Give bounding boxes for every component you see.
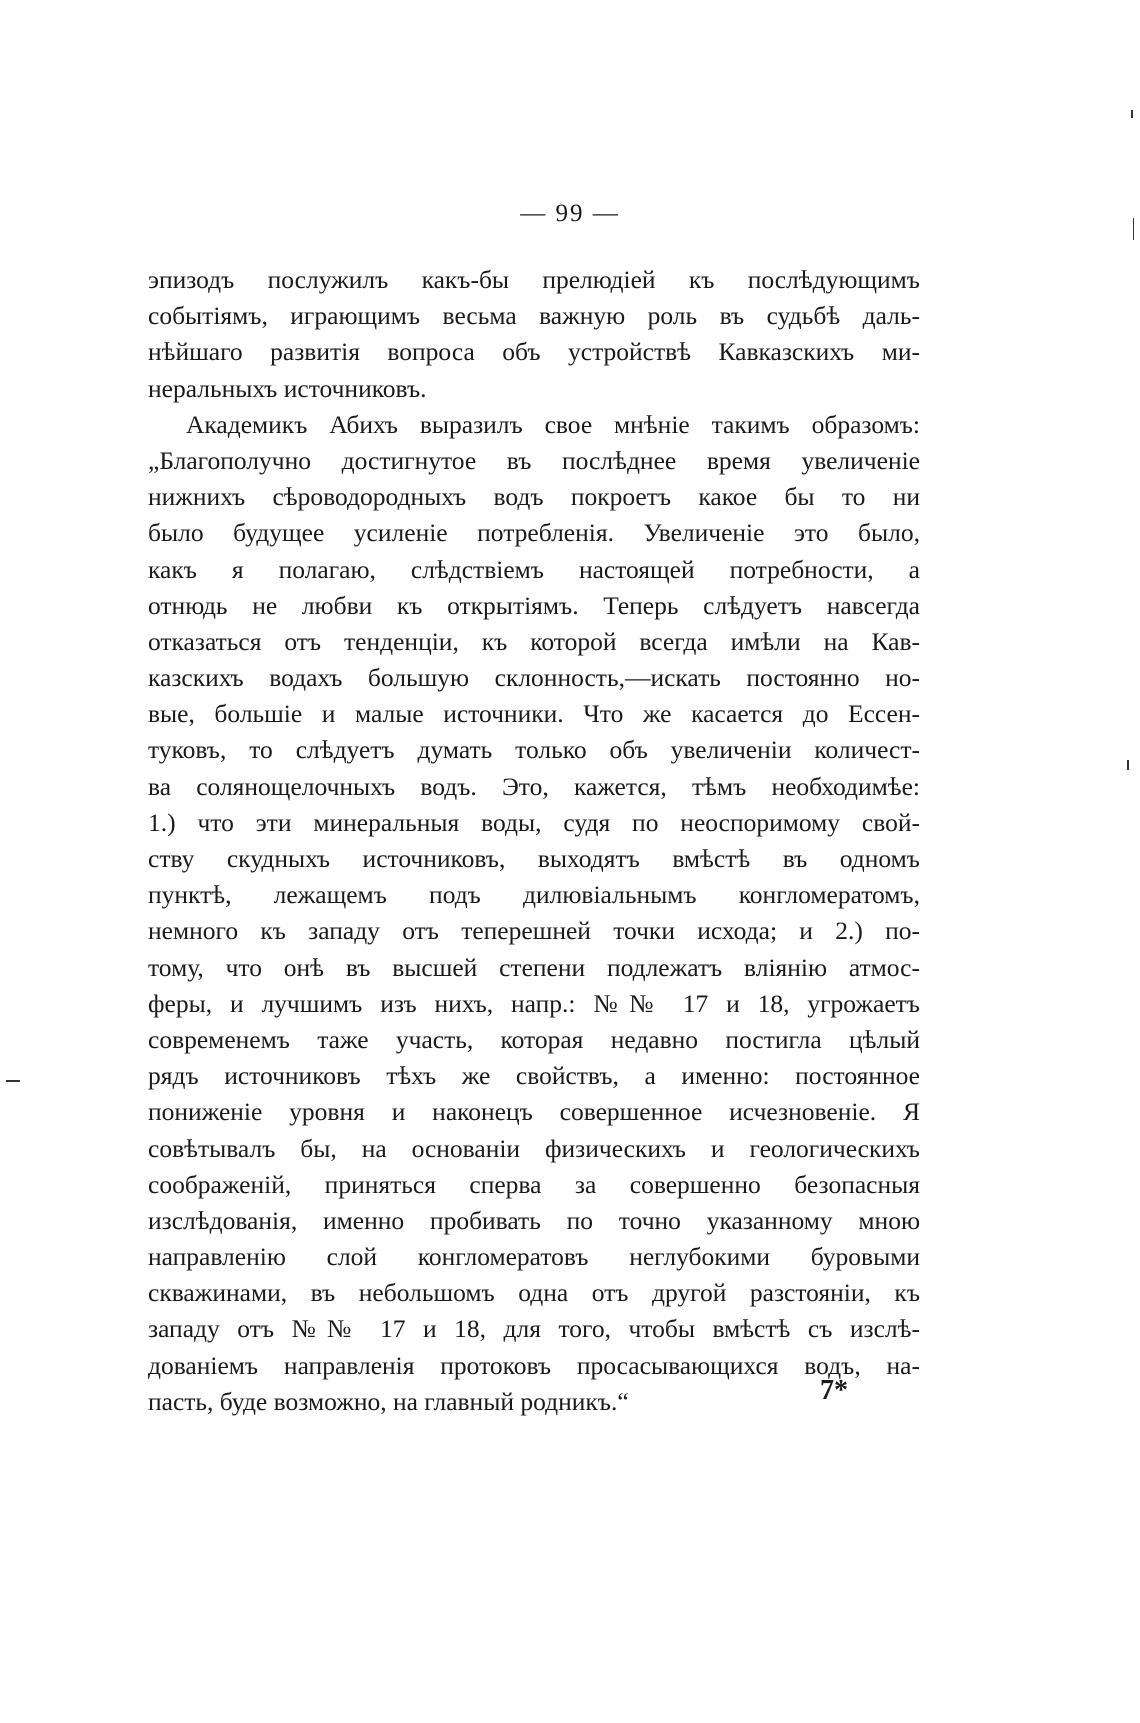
text-line: „Благополучно достигнутое въ послѣднее время увеличеніе	[148, 445, 920, 475]
text-line: событіямъ, играющимъ весьма важную роль въ судьбѣ даль-	[148, 301, 920, 331]
text-line: направленію слой конгломератовъ неглубокими буровыми	[148, 1242, 920, 1272]
text-line: тому, что онѣ въ высшей степени подлежатъ вліянію атмос-	[148, 952, 920, 982]
text-line: современемъ таже участь, которая недавно постигла цѣлый	[148, 1024, 920, 1054]
text-line: Академикъ Абихъ выразилъ свое мнѣніе такимъ образомъ:	[186, 409, 920, 439]
text-line: было будущее усиленіе потребленія. Увеличеніе это было,	[148, 518, 920, 548]
text-line: вые, большіе и малые источники. Что же касается до Ессен-	[148, 699, 920, 729]
text-line: западу отъ №№ 17 и 18, для того, чтобы вмѣстѣ съ изслѣ-	[148, 1314, 920, 1344]
page-number-header: — 99 —	[520, 200, 620, 227]
scan-margin-mark	[1131, 110, 1133, 118]
text-line: 1.) что эти минеральныя воды, судя по неоспоримому свой-	[148, 807, 920, 837]
text-line: отказаться отъ тенденціи, къ которой всегда имѣли на Кав-	[148, 626, 920, 656]
text-line: изслѣдованія, именно пробивать по точно указанному мною	[148, 1205, 920, 1235]
text-line: пониженіе уровня и наконецъ совершенное исчезновеніе. Я	[148, 1097, 920, 1127]
text-line: соображеній, приняться сперва за совершенно безопасныя	[148, 1169, 920, 1199]
text-line: ству скудныхъ источниковъ, выходятъ вмѣстѣ въ одномъ	[148, 844, 920, 873]
scan-margin-mark	[6, 1080, 20, 1082]
scan-margin-mark	[1133, 218, 1134, 240]
text-line: какъ я полагаю, слѣдствіемъ настоящей потребности, а	[148, 554, 920, 584]
text-line: казскихъ водахъ большую склонность,—искать постоянно но-	[148, 663, 920, 693]
body-text	[148, 262, 920, 1420]
text-line: немного къ западу отъ теперешней точки исхода; и 2.) по-	[148, 916, 920, 946]
text-line: пасть, буде возможно, на главный родникъ.“	[148, 1386, 629, 1416]
text-line: нижнихъ сѣроводородныхъ водъ покроетъ какое бы то ни	[148, 482, 920, 512]
text-line: пунктѣ, лежащемъ подъ дилювіальнымъ конгломератомъ,	[148, 880, 920, 910]
signature-mark: 7*	[820, 1375, 848, 1406]
text-line: эпизодъ послужилъ какъ-бы прелюдіей къ послѣдующимъ	[148, 265, 920, 294]
text-line: дованіемъ направленія протоковъ просасывающихся водъ, на-	[148, 1350, 920, 1380]
text-line: туковъ, то слѣдуетъ думать только объ увеличеніи количест-	[148, 735, 920, 765]
text-line: феры, и лучшимъ изъ нихъ, напр.: №№ 17 и 18, угрожаетъ	[148, 988, 920, 1018]
text-line: рядъ источниковъ тѣхъ же свойствъ, а именно: постоянное	[148, 1061, 920, 1091]
text-line: скважинами, въ небольшомъ одна отъ другой разстояніи, къ	[148, 1278, 920, 1308]
text-line: отнюдь не любви къ открытіямъ. Теперь слѣдуетъ навсегда	[148, 590, 920, 620]
text-line: неральныхъ источниковъ.	[148, 373, 427, 403]
text-line: совѣтывалъ бы, на основаніи физическихъ и геологическихъ	[148, 1133, 920, 1163]
text-line: ва солянощелочныхъ водъ. Это, кажется, тѣмъ необходимѣе:	[148, 771, 920, 801]
text-line: нѣйшаго развитія вопроса объ устройствѣ Кавказскихъ ми-	[148, 337, 920, 367]
scan-margin-mark	[1127, 760, 1129, 770]
